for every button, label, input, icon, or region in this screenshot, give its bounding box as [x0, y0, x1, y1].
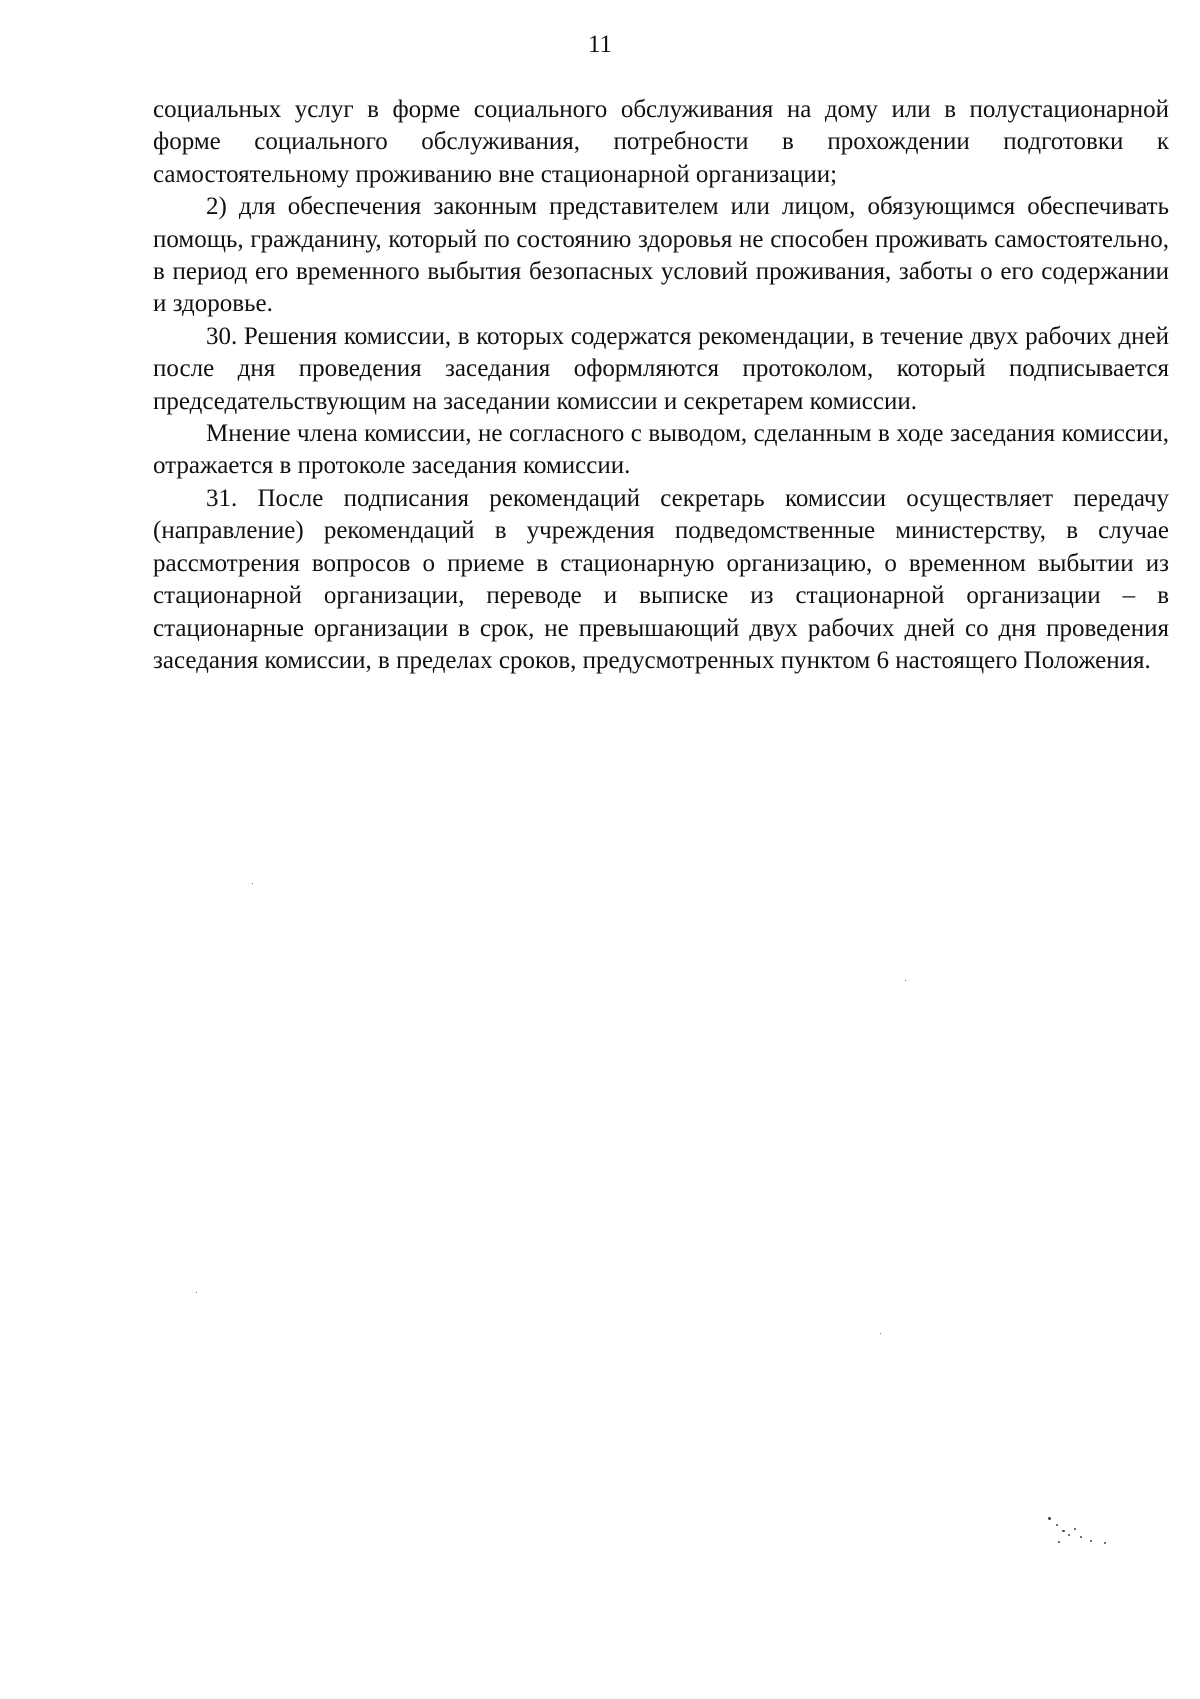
scan-speck	[1058, 1541, 1060, 1543]
scan-speck	[1104, 1542, 1106, 1544]
scan-speck	[1074, 1528, 1076, 1530]
scan-speck	[1090, 1540, 1092, 1542]
paragraph-clause-30: 30. Решения комиссии, в которых содержатся рекомендации, в течение двух рабочих дней после дня проведения заседания оформляются протоколом, который подписывается председательствующим на заседании комиссии и секретарем комиссии.	[153, 322, 1169, 415]
document-body	[153, 94, 1169, 677]
scan-speck	[1080, 1536, 1082, 1538]
paragraph-continuation: социальных услуг в форме социального обслуживания на дому или в полустационарной форме социального обслуживания, потребности в прохождении подготовки к самостоятельному проживанию вне стационарной организации;	[153, 96, 1169, 188]
scan-speck	[252, 883, 253, 884]
paragraph-dissenting-opinion: Мнение члена комиссии, не согласного с выводом, сделанным в ходе заседания комиссии, отражается в протоколе заседания комиссии.	[153, 420, 1169, 480]
page-number: 11	[587, 31, 613, 58]
scan-speck	[1062, 1530, 1065, 1532]
paragraph-item-2: 2) для обеспечения законным представителем или лицом, обязующимся обеспечивать помощь, гражданину, который по состоянию здоровья не способен проживать самостоятельно, в период его временного выбытия безопасных условий проживания, заботы о его содержании и здоровье.	[153, 193, 1169, 318]
scan-speck	[1048, 1517, 1051, 1520]
paragraph-clause-31: 31. После подписания рекомендаций секретарь комиссии осуществляет передачу (направление) рекомендаций в учреждения подведомственные министерству, в случае рассмотрения вопросов о приеме в стационарную организацию, о временном выбытии из стационарной организации, переводе и выписке из стационарной организации – в стационарные организации в срок, не превышающий двух рабочих дней со дня проведения заседания комиссии, в пределах сроков, предусмотренных пунктом 6 настоящего Положения.	[153, 484, 1169, 674]
scan-speck	[1068, 1534, 1070, 1536]
scan-speck	[880, 1333, 881, 1334]
scan-speck	[1056, 1524, 1058, 1526]
scan-speck	[905, 980, 906, 981]
scan-speck	[196, 1292, 197, 1293]
